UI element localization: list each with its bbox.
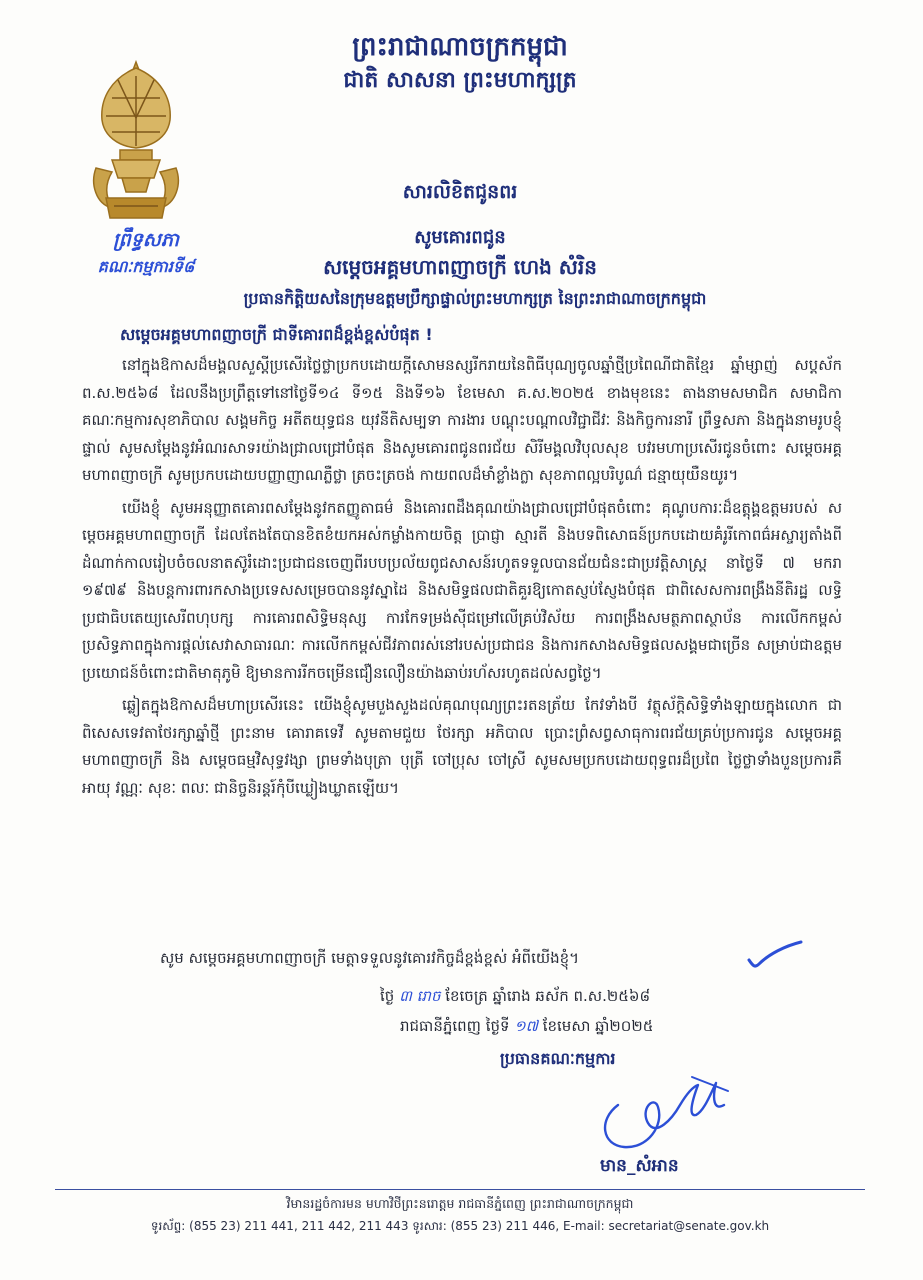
place-date bbox=[400, 1014, 830, 1038]
letter-title: សារលិខិតជូនពរ bbox=[402, 181, 518, 203]
respectfully-to: សូមគោរពជូន bbox=[414, 227, 506, 248]
place-date-rest: ខែមេសា ឆ្នាំ២០២៥ bbox=[542, 1017, 654, 1035]
footer-contact: ទូរស័ព្ទ: (855 23) 211 441, 211 442, 211 443 ទូរសារ: (855 23) 211 446, E-mail: secretariat@senate.gov.kh bbox=[150, 1219, 770, 1233]
handwritten-signature-icon bbox=[588, 1065, 738, 1165]
recipient-name: សម្តេចអគ្គមហាពញាចក្រី ហេង សំរិន bbox=[323, 255, 597, 279]
paragraph-2: យើងខ្ញុំ សូមអនុញ្ញាតគោរពសម្តែងនូវកតញ្ញូតាធម៌ និងគោរពដឹងគុណយ៉ាងជ្រាលជ្រៅបំផុតចំពោះ គុណូបការៈដ៏ឧត្តុង្គឧត្តមរបស់ សម្តេចអគ្គមហាពញាចក្រី ដែលតែងតែបានខិតខំយកអស់កម្លាំងកាយចិត្ត ប្រាជ្ញា ស្មារតី និងបទពិសោធន៍ប្រកបដោយគំរូរីកោពធ៌អស្ចារ្យតាំងពីដំណាក់កាលរៀបចំចលនាតស៊ូរំដោះប្រជាជនចេញពីរបបប្រល័យពូជសាសន៍រហូតទទួលបានជ័យជំនះជាប្រវត្តិសាស្ត្រ នាថ្ងៃទី ៧ មករា ១៩៧៩ និងបន្តការពារកសាងប្រទេសសម្រេចបាននូវស្នាដៃ និងសមិទ្ធផលជាតិគួរឱ្យកោតស្ញប់ស្ញែងបំផុត ជាពិសេសការពង្រឹងនីតិរដ្ឋ លទ្ធិប្រជាធិបតេយ្យសេរីពហុបក្ស ការគោរពសិទ្ធិមនុស្ស ការកែទម្រង់ស៊ីជម្រៅលើគ្រប់វិស័យ ការពង្រឹងសមត្ថភាពស្ថាប័ន ការលើកកម្ពស់ប្រសិទ្ធភាពក្នុងការផ្តល់សេវាសាធារណៈ ការលើកកម្ពស់ជីវភាពរស់នៅរបស់ប្រជាជន និងការកសាងសមិទ្ធផលសង្គមជាច្រើន សម្រាប់ជាឧត្តមប្រយោជន៍ចំពោះជាតិមាតុភូមិ ឱ្យមានការរីកចម្រើនជឿនលឿនយ៉ាងឆាប់រហ័សរហូតដល់សព្វថ្ងៃ។ bbox=[82, 498, 842, 682]
lunar-date-rest: ខែចេត្រ ឆ្នាំរោង ឆស័ក ព.ស.២៥៦៨ bbox=[445, 987, 651, 1005]
closing-line: សូម សម្តេចអគ្គមហាពញាចក្រី មេត្តាទទួលនូវគោរវកិច្ចដ៏ខ្ពង់ខ្ពស់ អំពីយើងខ្ញុំ។ bbox=[160, 949, 580, 967]
kingdom-heading: ព្រះរាជាណាចក្រកម្ពុជា bbox=[352, 32, 568, 62]
lunar-date-prefix: ថ្ងៃ bbox=[380, 987, 395, 1005]
lunar-date bbox=[380, 984, 830, 1008]
senate-name: ព្រឹទ្ធសភា bbox=[113, 229, 179, 251]
handwritten-checkmark-icon bbox=[745, 938, 805, 972]
footer-address: វិមានរដ្ឋចំការមន មហាវិថីព្រះនរោត្តម រាជធានីភ្នំពេញ ព្រះរាជាណាចក្រកម្ពុជា bbox=[286, 1196, 634, 1211]
paragraph-3: ឆ្លៀតក្នុងឱកាសដ៏មហាប្រសើរនេះ យើងខ្ញុំសូមបួងសួងដល់គុណបុណ្យព្រះរតនត្រ័យ កែវទាំងបី វត្ថុស័ក្តិសិទ្ធិទាំងឡាយក្នុងលោក ជាពិសេសទេវតាថែរក្សាឆ្នាំថ្មី ព្រះនាម គោរាគទេវី សូមតាមជួយ ថែរក្សា អភិបាល ប្រោះព្រំសព្វសាធុការពរជ័យគ្រប់ប្រការជូន សម្តេចអគ្គមហាពញាចក្រី និង សម្តេចធម្មវិសុទ្ធវង្សា ព្រមទាំងបុត្រា បុត្រី ចៅប្រុស ចៅស្រី សូមសមប្រកបដោយពុទ្ធពរដ៏ប្រពៃ ថ្លៃថ្លាទាំងបួនប្រការគឺ អាយុ វណ្ណៈ សុខៈ ពលៈ ជានិច្ចនិរន្តរ៍កុំបីឃ្លៀងឃ្លាតឡើយ។ bbox=[82, 696, 842, 797]
place-date-prefix: រាជធានីភ្នំពេញ ថ្ងៃទី bbox=[400, 1017, 510, 1035]
salutation: សម្តេចអគ្គមហាពញាចក្រី ជាទីគោរពដ៏ខ្ពង់ខ្ពស់បំផុត ! bbox=[120, 325, 433, 344]
signer-title: ប្រធានគណៈកម្មការ bbox=[500, 1049, 616, 1068]
national-motto: ជាតិ សាសនា ព្រះមហាក្សត្រ bbox=[343, 68, 577, 93]
paragraph-1: នៅក្នុងឱកាសដ៏មង្គលសួស្តីប្រសើរថ្លៃថ្លាប្រកបដោយក្តីសោមនស្សរីករាយនៃពិធីបុណ្យចូលឆ្នាំថ្មីប្រពៃណីជាតិខ្មែរ ឆ្នាំម្សាញ់ សប្តស័ក ព.ស.២៥៦៨ ដែលនឹងប្រព្រឹត្តទៅនៅថ្ងៃទី១៤ ទី១៥ និងទី១៦ ខែមេសា គ.ស.២០២៥ ខាងមុខនេះ តាងនាមសមាជិក សមាជិកា គណៈកម្មការសុខាភិបាល សង្គមកិច្ច អតីតយុទ្ធជន យុវនីតិសម្បទា ការងារ បណ្តុះបណ្តាលវិជ្ជាជីវៈ និងកិច្ចការនារី ព្រឹទ្ធសភា និងក្នុងនាមរូបខ្ញុំផ្ទាល់ សូមសម្តែងនូវអំណរសាទរយ៉ាងជ្រាលជ្រៅបំផុត និងសូមគោរពជូនពរជ័យ សិរីមង្គលវិបុលសុខ បវរមហាប្រសើរជូនចំពោះ សម្តេចអគ្គមហាពញាចក្រី សូមប្រកបដោយបញ្ញាញាណភ្លឺថ្លា ត្រចះត្រចង់ កាយពលដ៏មាំខ្លាំងក្លា សុខភាពល្អបរិបូណ៌ ជន្មាយុយឺនយូរ។ bbox=[82, 356, 842, 484]
commission-name: គណៈកម្មការទី៨ bbox=[97, 257, 195, 276]
letter-body bbox=[82, 352, 842, 807]
signer-name: មាន_សំអាន bbox=[600, 1156, 679, 1176]
recipient-role: ប្រធានកិត្តិយសនៃក្រុមឧត្តមប្រឹក្សាផ្ទាល់ព្រះមហាក្សត្រ នៃព្រះរាជាណាចក្រកម្ពុជា bbox=[243, 289, 707, 308]
day-handwritten: ១៧ bbox=[514, 1017, 538, 1035]
senate-emblem-icon bbox=[82, 58, 190, 226]
footer-divider bbox=[55, 1189, 865, 1190]
lunar-date-handwritten: ៣ រោច bbox=[399, 987, 441, 1005]
